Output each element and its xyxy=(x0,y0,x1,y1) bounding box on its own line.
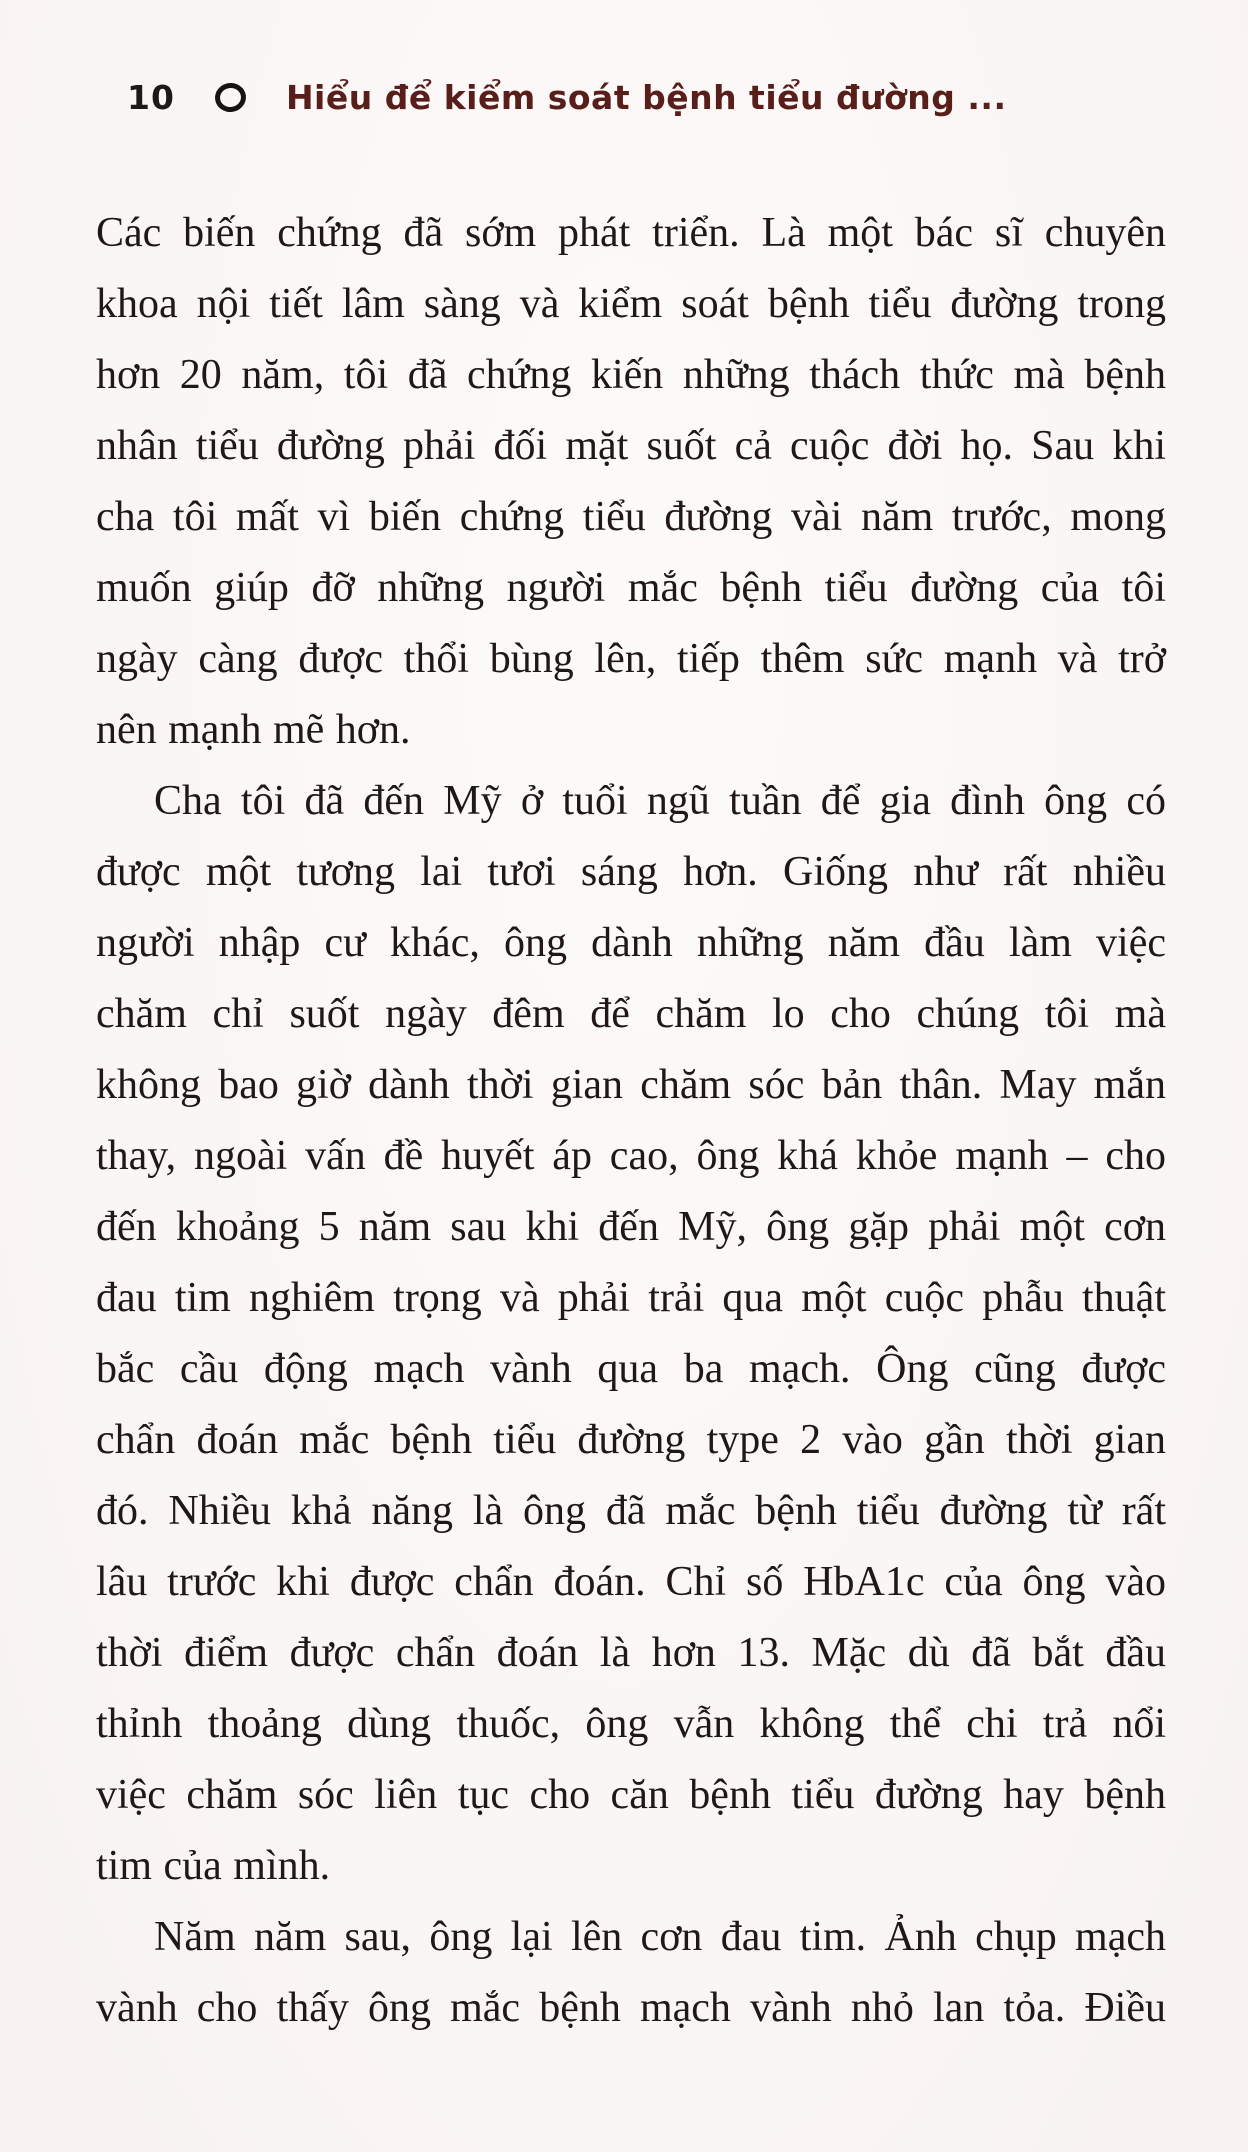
text-line: việc chăm sóc liên tục cho căn bệnh tiểu đường hay bệnh xyxy=(96,1772,1166,1818)
text-line: chăm chỉ suốt ngày đêm để chăm lo cho chúng tôi mà xyxy=(96,991,1166,1037)
text-line: Năm năm sau, ông lại lên cơn đau tim. Ảnh chụp mạch xyxy=(154,1914,1166,1960)
text-line: đau tim nghiêm trọng và phải trải qua một cuộc phẫu thuật xyxy=(96,1275,1166,1321)
paragraph xyxy=(96,198,1166,766)
text-line: nhân tiểu đường phải đối mặt suốt cả cuộc đời họ. Sau khi xyxy=(96,423,1166,469)
text-line: nên mạnh mẽ hơn. xyxy=(96,707,411,753)
circle-icon xyxy=(213,81,248,114)
text-line: Cha tôi đã đến Mỹ ở tuổi ngũ tuần để gia đình ông có xyxy=(154,778,1166,824)
text-line: đến khoảng 5 năm sau khi đến Mỹ, ông gặp phải một cơn xyxy=(96,1204,1166,1250)
text-line: thỉnh thoảng dùng thuốc, ông vẫn không thể chi trả nổi xyxy=(96,1701,1166,1747)
running-head-title: Hiểu để kiểm soát bệnh tiểu đường ... xyxy=(285,78,1007,117)
page-body xyxy=(96,198,1166,2044)
text-line: hơn 20 năm, tôi đã chứng kiến những thách thức mà bệnh xyxy=(96,352,1166,398)
text-line: ngày càng được thổi bùng lên, tiếp thêm sức mạnh và trở xyxy=(96,636,1166,682)
text-line: cha tôi mất vì biến chứng tiểu đường vài năm trước, mong xyxy=(96,494,1166,540)
text-line: không bao giờ dành thời gian chăm sóc bản thân. May mắn xyxy=(96,1062,1166,1108)
text-line: muốn giúp đỡ những người mắc bệnh tiểu đường của tôi xyxy=(96,565,1166,611)
text-line: đó. Nhiều khả năng là ông đã mắc bệnh tiểu đường từ rất xyxy=(96,1488,1166,1534)
running-head xyxy=(127,78,1007,117)
paragraph xyxy=(96,766,1166,1902)
page-number: 10 xyxy=(127,78,175,117)
text-line: khoa nội tiết lâm sàng và kiểm soát bệnh tiểu đường trong xyxy=(96,281,1166,327)
text-line: tim của mình. xyxy=(96,1843,331,1889)
text-line: bắc cầu động mạch vành qua ba mạch. Ông cũng được xyxy=(96,1346,1166,1392)
text-line: người nhập cư khác, ông dành những năm đầu làm việc xyxy=(96,920,1166,966)
paragraph xyxy=(96,1902,1166,2044)
text-line: thay, ngoài vấn đề huyết áp cao, ông khá khỏe mạnh – cho xyxy=(96,1133,1166,1179)
text-line: được một tương lai tươi sáng hơn. Giống như rất nhiều xyxy=(96,849,1166,895)
text-line: vành cho thấy ông mắc bệnh mạch vành nhỏ lan tỏa. Điều xyxy=(96,1985,1166,2031)
text-line: lâu trước khi được chẩn đoán. Chỉ số HbA1c của ông vào xyxy=(96,1559,1166,1605)
text-line: thời điểm được chẩn đoán là hơn 13. Mặc dù đã bắt đầu xyxy=(96,1630,1166,1676)
text-line: chẩn đoán mắc bệnh tiểu đường type 2 vào gần thời gian xyxy=(96,1417,1166,1463)
text-line: Các biến chứng đã sớm phát triển. Là một bác sĩ chuyên xyxy=(96,210,1166,256)
